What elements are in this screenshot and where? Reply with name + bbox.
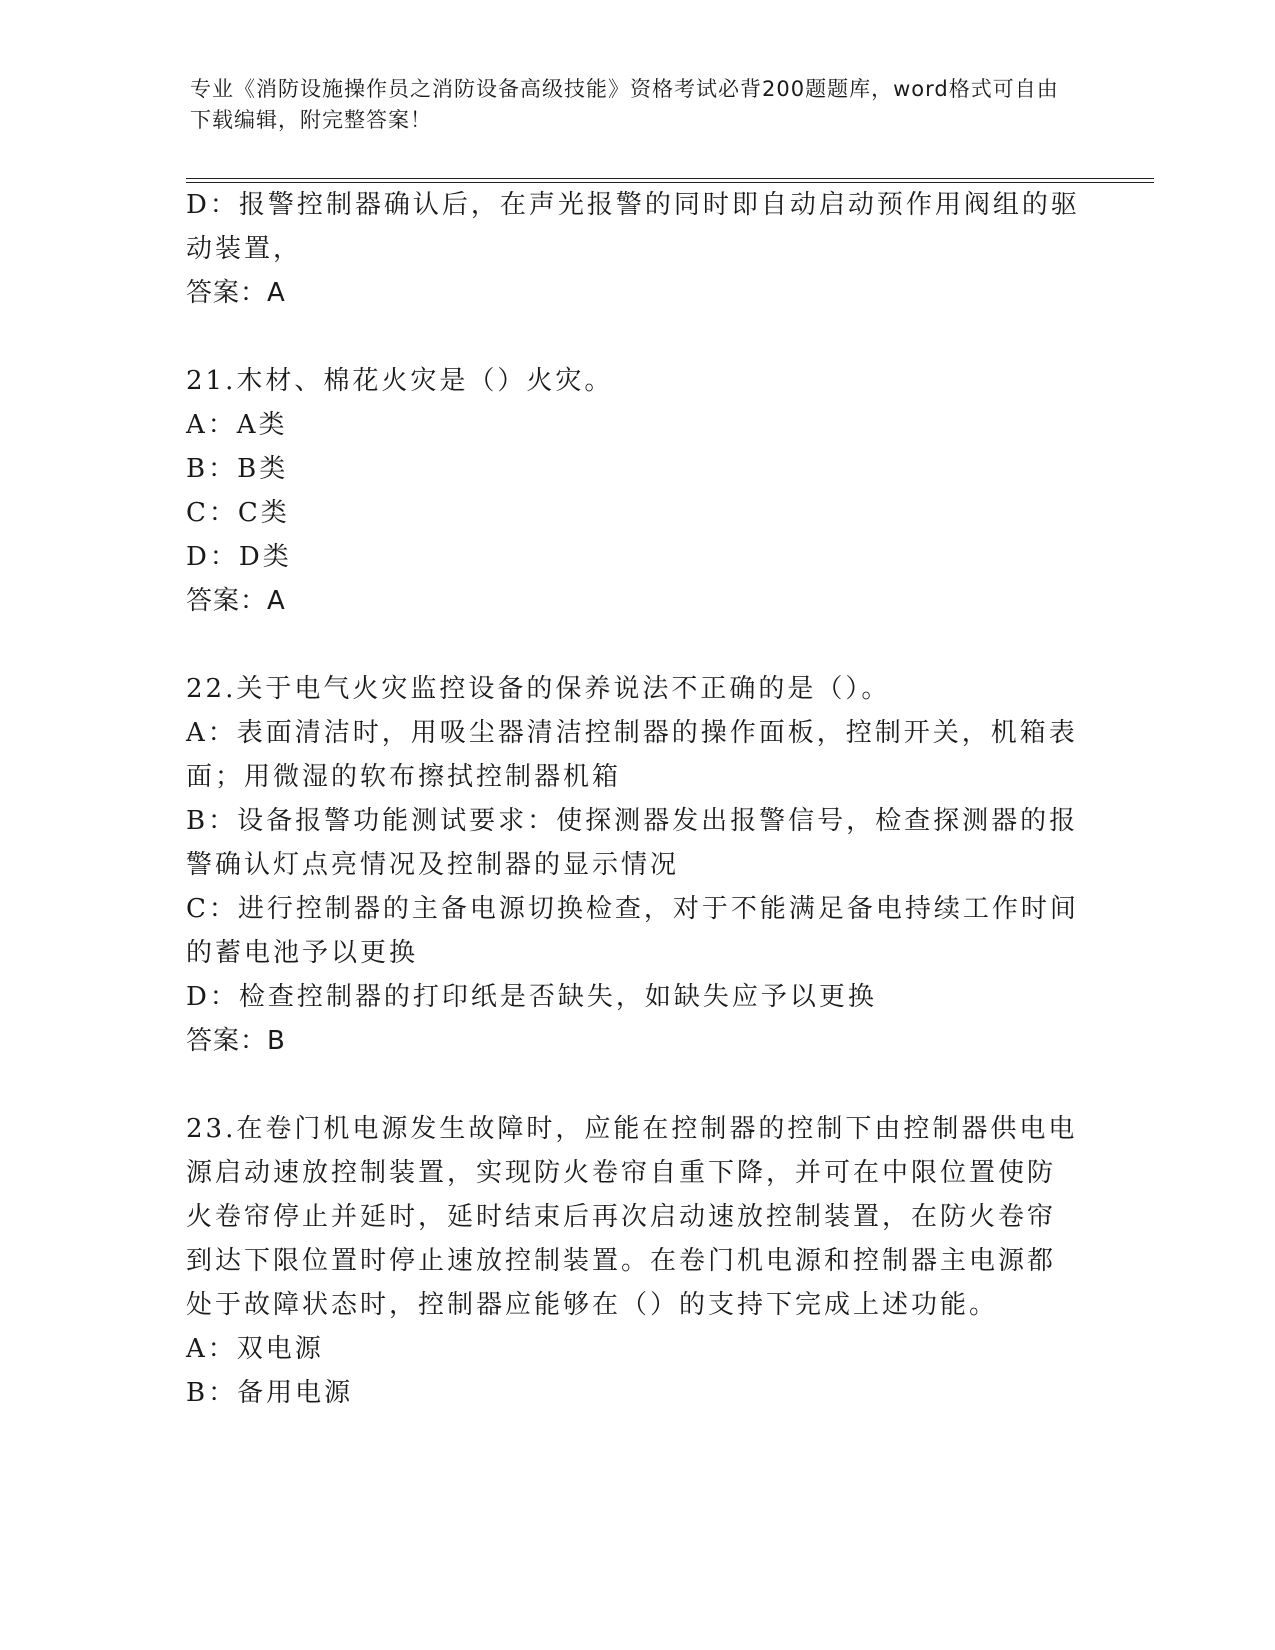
q23-stem-line-2: 源启动速放控制装置，实现防火卷帘自重下降，并可在中限位置使防 <box>186 1158 1057 1188</box>
q22-stem: 22.关于电气火灾监控设备的保养说法不正确的是（）。 <box>186 674 891 704</box>
q22-option-a-line-1: A：表面清洁时，用吸尘器清洁控制器的操作面板，控制开关，机箱表 <box>186 718 1078 748</box>
q21-stem: 21.木材、棉花火灾是（）火灾。 <box>186 366 614 396</box>
q22-option-c-line-2: 的蓄电池予以更换 <box>186 938 419 968</box>
q21-answer: 答案：A <box>186 586 286 616</box>
q22-option-d: D：检查控制器的打印纸是否缺失，如缺失应予以更换 <box>186 982 877 1012</box>
q23-stem-line-4: 到达下限位置时停止速放控制装置。在卷门机电源和控制器主电源都 <box>186 1246 1057 1276</box>
q21-option-d: D：D类 <box>186 542 292 572</box>
q21-option-a: A：A类 <box>186 410 288 440</box>
q22-option-c-line-1: C：进行控制器的主备电源切换检查，对于不能满足备电持续工作时间 <box>186 894 1079 924</box>
header-divider-top <box>186 178 1154 179</box>
q23-stem-line-1: 23.在卷门机电源发生故障时，应能在控制器的控制下由控制器供电电 <box>186 1114 1078 1144</box>
q23-stem-line-3: 火卷帘停止并延时，延时结束后再次启动速放控制装置，在防火卷帘 <box>186 1202 1057 1232</box>
q22-option-b-line-1: B：设备报警功能测试要求：使探测器发出报警信号，检查探测器的报 <box>186 806 1079 836</box>
q22-option-a-line-2: 面；用微湿的软布擦拭控制器机箱 <box>186 762 622 792</box>
prev-option-d-line-2: 动装置， <box>186 234 303 264</box>
header-divider-bottom <box>186 182 1154 183</box>
document-header: 专业《消防设施操作员之消防设备高级技能》资格考试必背200题题库，word格式可自由下载编辑，附完整答案！ <box>190 77 1059 132</box>
prev-answer: 答案：A <box>186 278 286 308</box>
q21-option-b: B：B类 <box>186 454 289 484</box>
q22-answer: 答案：B <box>186 1026 286 1056</box>
q21-option-c: C：C类 <box>186 498 290 528</box>
q23-stem-line-5: 处于故障状态时，控制器应能够在（）的支持下完成上述功能。 <box>186 1290 999 1320</box>
prev-option-d-line-1: D：报警控制器确认后，在声光报警的同时即自动启动预作用阀组的驱 <box>186 190 1080 220</box>
q23-option-b: B：备用电源 <box>186 1378 354 1408</box>
q23-option-a: A：双电源 <box>186 1334 324 1364</box>
q22-option-b-line-2: 警确认灯点亮情况及控制器的显示情况 <box>186 850 680 880</box>
